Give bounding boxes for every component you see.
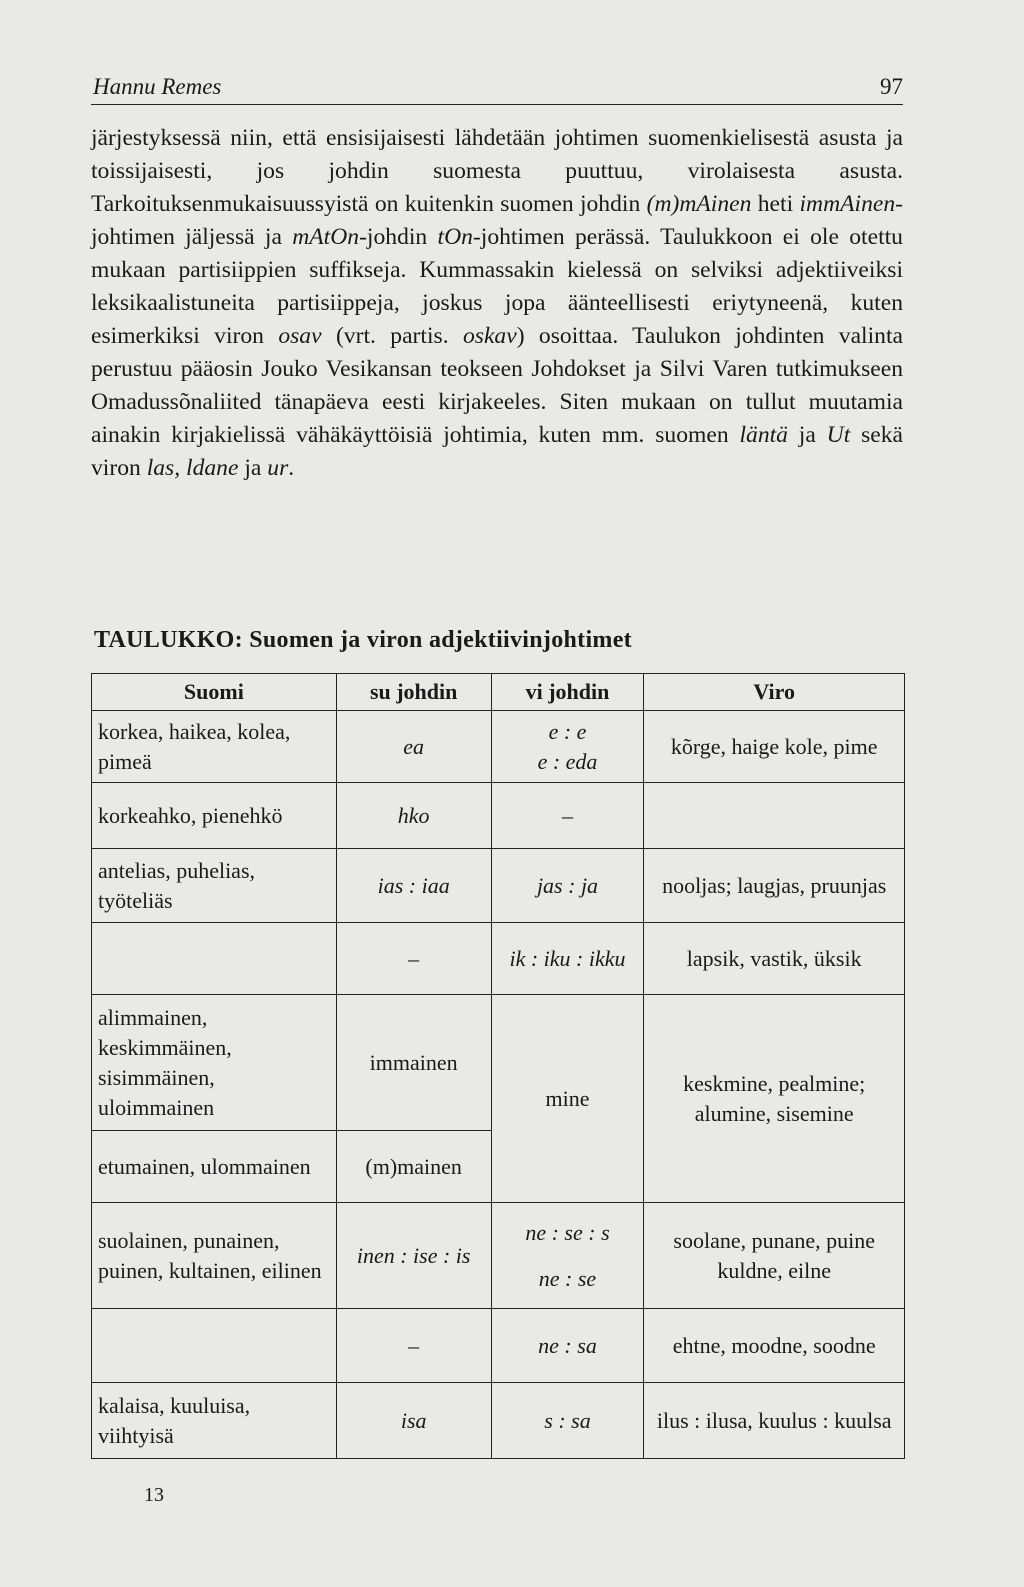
- cell-suomi: suolainen, punainen, puinen, kultainen, eilinen: [92, 1203, 337, 1309]
- header-su-johdin: su johdin: [336, 674, 491, 711]
- italic-term: tOn: [437, 224, 473, 250]
- cell-su-johdin: inen : ise : is: [336, 1203, 491, 1309]
- italic-term: osav: [278, 323, 322, 349]
- running-header: [91, 70, 903, 105]
- cell-vi-johdin: ne : sa: [491, 1309, 644, 1383]
- table-row: [92, 711, 905, 783]
- cell-su-johdin: hko: [336, 783, 491, 849]
- italic-term: mAtOn: [292, 224, 360, 250]
- header-viro: Viro: [644, 674, 905, 711]
- table-row: [92, 1383, 905, 1459]
- cell-vi-johdin: ik : iku : ikku: [491, 923, 644, 995]
- cell-su-johdin: immainen: [336, 995, 491, 1131]
- cell-suomi: antelias, puhelias, työteliäs: [92, 849, 337, 923]
- header-vi-johdin: vi johdin: [491, 674, 644, 711]
- cell-viro: ehtne, moodne, soodne: [644, 1309, 905, 1383]
- italic-term: immAinen: [799, 191, 896, 217]
- cell-vi-johdin: [491, 1203, 644, 1309]
- cell-viro: soolane, punane, puine kuldne, eilne: [644, 1203, 905, 1309]
- cell-viro: ilus : ilusa, kuulus : kuulsa: [644, 1383, 905, 1459]
- cell-su-johdin: ea: [336, 711, 491, 783]
- table-row: [92, 995, 905, 1131]
- cell-viro: keskmine, pealmine; alumine, sisemine: [644, 995, 905, 1203]
- cell-suomi: korkeahko, pienehkö: [92, 783, 337, 849]
- table-row: [92, 849, 905, 923]
- table-row: [92, 783, 905, 849]
- italic-term: (m)mAinen: [646, 191, 752, 217]
- cell-vi-johdin: mine: [491, 995, 644, 1203]
- cell-viro: lapsik, vastik, üksik: [644, 923, 905, 995]
- cell-suomi: [92, 923, 337, 995]
- text-run: heti: [751, 191, 800, 217]
- text-run: sekä viron: [91, 422, 904, 481]
- text-run: .: [288, 455, 295, 481]
- header-author: Hannu Remes: [93, 74, 222, 99]
- cell-su-johdin: ias : iaa: [336, 849, 491, 923]
- vi-variant: ne : se: [538, 1265, 597, 1291]
- cell-suomi: etumainen, ulommainen: [92, 1131, 337, 1203]
- text-run: ja: [787, 422, 827, 448]
- table-title: TAULUKKO: Suomen ja viron adjektiivinjohtimet: [94, 627, 632, 653]
- italic-term: läntä: [739, 422, 788, 448]
- text-run: -johdin: [359, 224, 438, 250]
- page-number: 97: [880, 74, 903, 99]
- vi-variant: e : e: [548, 718, 587, 744]
- cell-viro: nooljas; laugjas, pruunjas: [644, 849, 905, 923]
- cell-su-johdin: –: [336, 1309, 491, 1383]
- cell-vi-johdin: s : sa: [491, 1383, 644, 1459]
- text-run: -johtimen jäljessä ja: [91, 191, 903, 250]
- table-header-row: [92, 674, 905, 711]
- cell-suomi: kalaisa, kuuluisa, viihtyisä: [92, 1383, 337, 1459]
- cell-suomi: korkea, haikea, kolea, pimeä: [92, 711, 337, 783]
- footer-number: 13: [144, 1484, 164, 1506]
- italic-term: Ut: [826, 422, 851, 448]
- cell-su-johdin: (m)mainen: [336, 1131, 491, 1203]
- italic-term: ur: [267, 455, 289, 481]
- cell-vi-johdin: [491, 711, 644, 783]
- vi-variant: e : eda: [537, 748, 598, 774]
- text-run: ja: [238, 455, 268, 481]
- cell-viro: [644, 783, 905, 849]
- cell-su-johdin: –: [336, 923, 491, 995]
- text-run: ) osoittaa. Taulukon johdinten valinta perustuu pääosin Jouko Vesikansan teokseen Johdokset ja Silvi Varen tutkimukseen Omadussõnaliited tänapäeva eesti kirjakeeles. Siten mukaan on tullut muutamia ainakin kirjakielissä vähäkäyttöisiä johtimia, kuten mm. suomen: [91, 323, 903, 448]
- paragraph-text: [91, 122, 903, 485]
- vi-variant: ne : se : s: [525, 1219, 610, 1245]
- cell-vi-johdin: –: [491, 783, 644, 849]
- cell-su-johdin: isa: [336, 1383, 491, 1459]
- table-row: [92, 1309, 905, 1383]
- body-paragraph: [91, 122, 903, 485]
- cell-vi-johdin: jas : ja: [491, 849, 644, 923]
- text-run: (vrt. partis.: [321, 323, 463, 349]
- table-row: [92, 1203, 905, 1309]
- text-run: -johtimen perässä. Taulukkoon ei ole otettu mukaan partisiippien suffikseja. Kummassakin kielessä on selviksi adjektiiveiksi leksikaalistuneita partisiippeja, joskus jopa äänteellisesti eriytyneenä, kuten esimerkiksi viron: [91, 224, 903, 349]
- italic-term: oskav: [462, 323, 517, 349]
- text-run: järjestyksessä niin, että ensisijaisesti lähdetään johtimen suomenkielisestä asusta ja toissijaisesti, jos johdin suomesta puuttuu, virolaisesta asusta. Tarkoituksenmukaisuussyistä on kuitenkin suomen johdin: [91, 125, 903, 217]
- cell-suomi: [92, 1309, 337, 1383]
- cell-suomi: alimmainen, keskimmäinen, sisimmäinen, uloimmainen: [92, 995, 337, 1131]
- adjective-suffix-table: [91, 673, 905, 1459]
- cell-viro: kõrge, haige kole, pime: [644, 711, 905, 783]
- table-row: [92, 923, 905, 995]
- italic-term: las, ldane: [146, 455, 239, 481]
- header-suomi: Suomi: [92, 674, 337, 711]
